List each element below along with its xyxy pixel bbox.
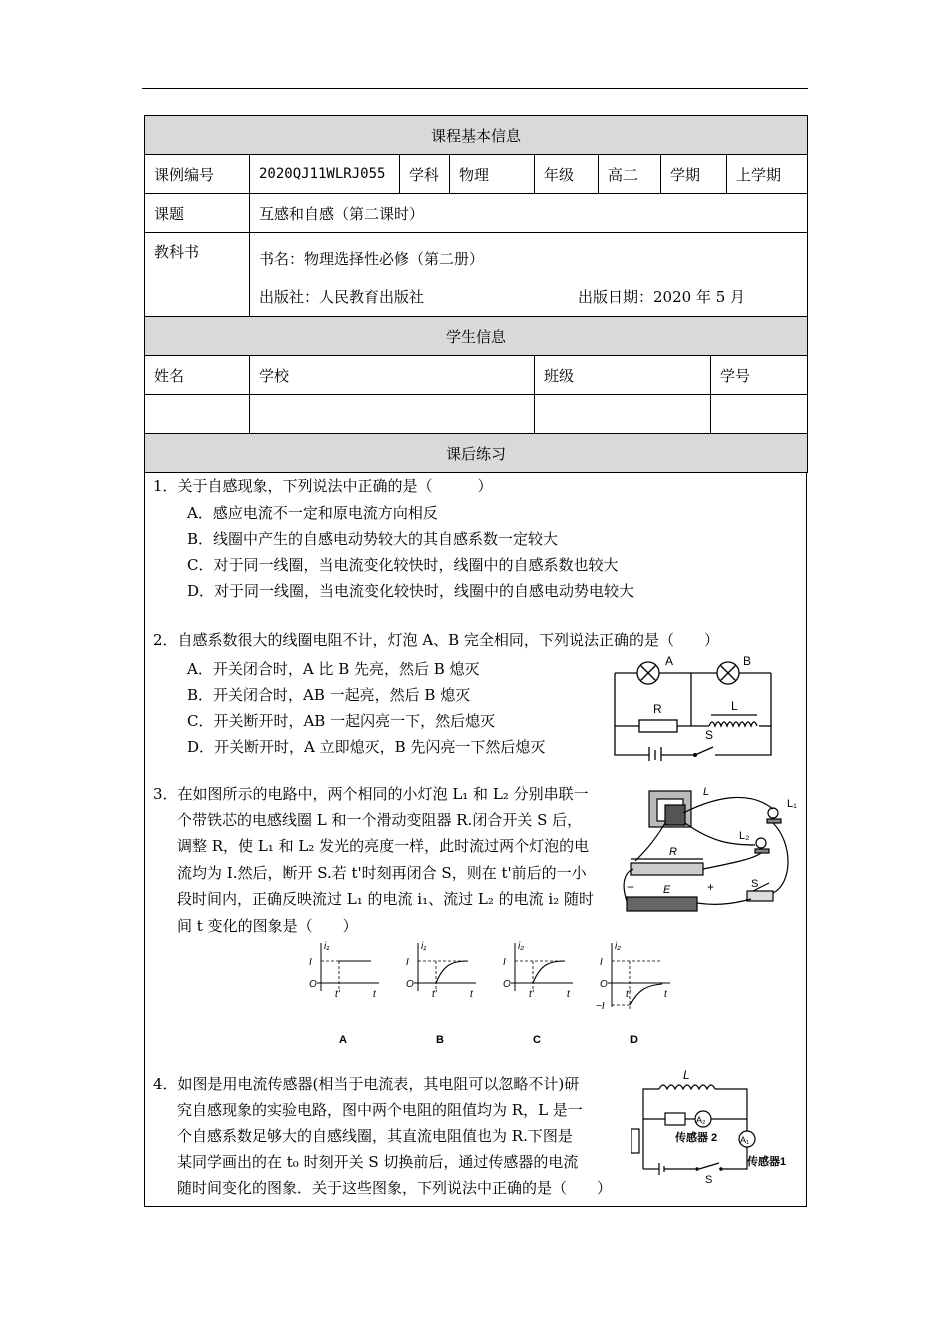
q2-lamp-b-label: B <box>743 654 752 668</box>
q3-line-5: 段时间内，正确反映流过 L₁ 的电流 i₁、流过 L₂ 的电流 i₂ 随时 <box>177 890 594 908</box>
textbook-label: 教科书 <box>145 233 250 317</box>
graph-c-xlabel: t <box>567 989 570 1000</box>
student-info-table <box>144 317 808 473</box>
graph-a-level-label: I <box>309 957 312 968</box>
graph-d-origin-label: O <box>600 979 608 990</box>
practice-section <box>144 473 807 1207</box>
subject-value: 物理 <box>450 155 535 194</box>
graph-d-tprime-label: t' <box>626 989 631 1000</box>
graph-d-xlabel: t <box>664 989 667 1000</box>
q3-rheostat-label: R <box>669 846 677 858</box>
graph-a-ylabel: i₁ <box>324 941 330 952</box>
q4-switch-contact <box>719 1167 723 1171</box>
topic-value: 互感和自感（第二课时） <box>250 194 808 233</box>
q3-switch-label: S <box>751 878 759 890</box>
q2-resistor-label: R <box>653 702 662 716</box>
q2-option-d: D．开关断开时，A 立即熄灭，B 先闪亮一下然后熄灭 <box>187 738 546 756</box>
q2-switch-pivot <box>693 753 697 757</box>
q3-lamp1-label: L₁ <box>787 798 797 810</box>
graph-a-option-label: A <box>339 1034 347 1046</box>
q2-circuit-diagram <box>611 651 777 761</box>
graph-b-level-label: I <box>406 957 409 968</box>
graph-c-origin-label: O <box>503 979 511 990</box>
q3-line-6: 间 t 变化的图象是（ ） <box>177 917 358 935</box>
q2-stem: 2．自感系数很大的线圈电阻不计，灯泡 A、B 完全相同，下列说法正确的是（ ） <box>153 631 719 649</box>
q2-option-a: A．开关闭合时，A 比 B 先亮，然后 B 熄灭 <box>187 660 480 678</box>
q3-graph-options <box>301 939 681 1049</box>
textbook-info <box>250 233 808 317</box>
header-rule <box>142 88 808 89</box>
q3-line-3: 调整 R，使 L₁ 和 L₂ 发光的亮度一样，此时流过两个灯泡的电 <box>177 837 590 855</box>
graph-d-neg-label: −I <box>596 1001 605 1012</box>
q4-line-3: 个自感系数足够大的自感线圈，其直流电阻值也为 R.下图是 <box>177 1127 573 1145</box>
q2-option-c: C．开关断开时，AB 一起闪亮一下，然后熄灭 <box>187 712 496 730</box>
graph-d-ylabel: i₂ <box>615 941 622 952</box>
q3-plus-label: + <box>707 880 715 894</box>
graph-b-tprime-label: t' <box>432 989 437 1000</box>
q1-option-c: C．对于同一线圈，当电流变化较快时，线圈中的自感系数也较大 <box>187 556 619 574</box>
q2-option-b: B．开关闭合时，AB 一起亮，然后 B 熄灭 <box>187 686 471 704</box>
grade-label: 年级 <box>535 155 599 194</box>
practice-header: 课后练习 <box>145 434 808 473</box>
course-info-header: 课程基本信息 <box>145 116 808 155</box>
graph-c-option-label: C <box>533 1034 541 1046</box>
graph-b-curve <box>436 961 468 983</box>
course-info-table <box>144 115 808 317</box>
graph-c-level-label: I <box>503 957 506 968</box>
q1-stem: 1．关于自感现象，下列说法中正确的是（ ） <box>153 477 493 495</box>
school-field[interactable] <box>250 395 535 434</box>
term-value: 上学期 <box>727 155 808 194</box>
q4-circuit-diagram <box>631 1069 806 1197</box>
publisher-row <box>259 278 798 316</box>
q4-sensor2-label: 传感器 2 <box>675 1132 718 1144</box>
class-label: 班级 <box>535 356 711 395</box>
name-field[interactable] <box>145 395 250 434</box>
q3-inductor-label: L <box>703 786 710 798</box>
book-name: 书名：物理选择性必修（第二册） <box>259 250 485 268</box>
q3-lamp2-label: L₂ <box>739 830 750 842</box>
graph-c-tprime-label: t' <box>529 989 534 1000</box>
q3-graphs-group <box>309 941 670 1046</box>
graph-d-option-label: D <box>630 1034 638 1046</box>
graph-c-curve <box>533 961 565 983</box>
graph-a-tprime-label: t' <box>335 989 340 1000</box>
student-number-field[interactable] <box>711 395 808 434</box>
graph-d-curve <box>630 984 662 1005</box>
q4-line-4: 某同学画出的在 t₀ 时刻开关 S 切换前后，通过传感器的电流 <box>177 1153 579 1171</box>
q2-inductor-label: L <box>731 699 738 713</box>
class-field[interactable] <box>535 395 711 434</box>
graph-b-option-label: B <box>436 1034 444 1046</box>
q4-a1-label: A₁ <box>740 1135 750 1145</box>
q1-option-d: D．对于同一线圈，当电流变化较快时，线圈中的自感电动势电较大 <box>187 582 635 600</box>
q4-line-1: 4．如图是用电流传感器(相当于电流表，其电阻可以忽略不计)研 <box>153 1075 580 1093</box>
graph-b-origin-label: O <box>406 979 414 990</box>
publisher: 出版社：人民教育出版社 <box>259 288 425 306</box>
subject-label: 学科 <box>400 155 450 194</box>
graph-a-xlabel: t <box>373 989 376 1000</box>
q4-a2-label: A₂ <box>696 1115 706 1125</box>
q3-minus-label: − <box>627 880 635 894</box>
lesson-sheet <box>144 115 807 1207</box>
name-label: 姓名 <box>145 356 250 395</box>
q3-line-1: 3．在如图所示的电路中，两个相同的小灯泡 L₁ 和 L₂ 分别串联一 <box>153 785 589 803</box>
q1-option-b: B．线圈中产生的自感电动势较大的其自感系数一定较大 <box>187 530 559 548</box>
q4-switch-pivot <box>695 1167 699 1171</box>
q1-option-a: A．感应电流不一定和原电流方向相反 <box>187 504 438 522</box>
publish-date: 出版日期：2020 年 5 月 <box>578 288 746 306</box>
q2-switch-label: S <box>705 728 714 742</box>
q3-line-4: 流均为 I.然后，断开 S.若 t'时刻再闭合 S，则在 t'前后的一小 <box>177 864 587 882</box>
q3-apparatus-diagram <box>623 783 803 915</box>
term-label: 学期 <box>661 155 727 194</box>
graph-b-xlabel: t <box>470 989 473 1000</box>
student-info-header: 学生信息 <box>145 317 808 356</box>
graph-c-ylabel: i₂ <box>518 941 525 952</box>
graph-a-origin-label: O <box>309 979 317 990</box>
course-id-value: 2020QJ11WLRJ055 <box>250 155 400 194</box>
student-number-label: 学号 <box>711 356 808 395</box>
q4-line-2: 究自感现象的实验电路，图中两个电阻的阻值均为 R，L 是一 <box>177 1101 583 1119</box>
q2-lamp-a-label: A <box>665 654 674 668</box>
grade-value: 高二 <box>599 155 661 194</box>
graph-b-ylabel: i₁ <box>421 941 427 952</box>
topic-label: 课题 <box>145 194 250 233</box>
school-label: 学校 <box>250 356 535 395</box>
q4-line-5: 随时间变化的图象．关于这些图象，下列说法中正确的是（ ） <box>177 1179 613 1197</box>
q4-inductor-label: L <box>683 1069 690 1082</box>
course-id-label: 课例编号 <box>145 155 250 194</box>
q4-switch-label: S <box>705 1174 713 1186</box>
graph-d-level-label: I <box>600 957 603 968</box>
q3-line-2: 个带铁芯的电感线圈 L 和一个滑动变阻器 R.闭合开关 S 后， <box>177 811 583 829</box>
q3-battery-label: E <box>663 884 671 896</box>
q4-sensor1-label: 传感器1 <box>747 1156 787 1168</box>
